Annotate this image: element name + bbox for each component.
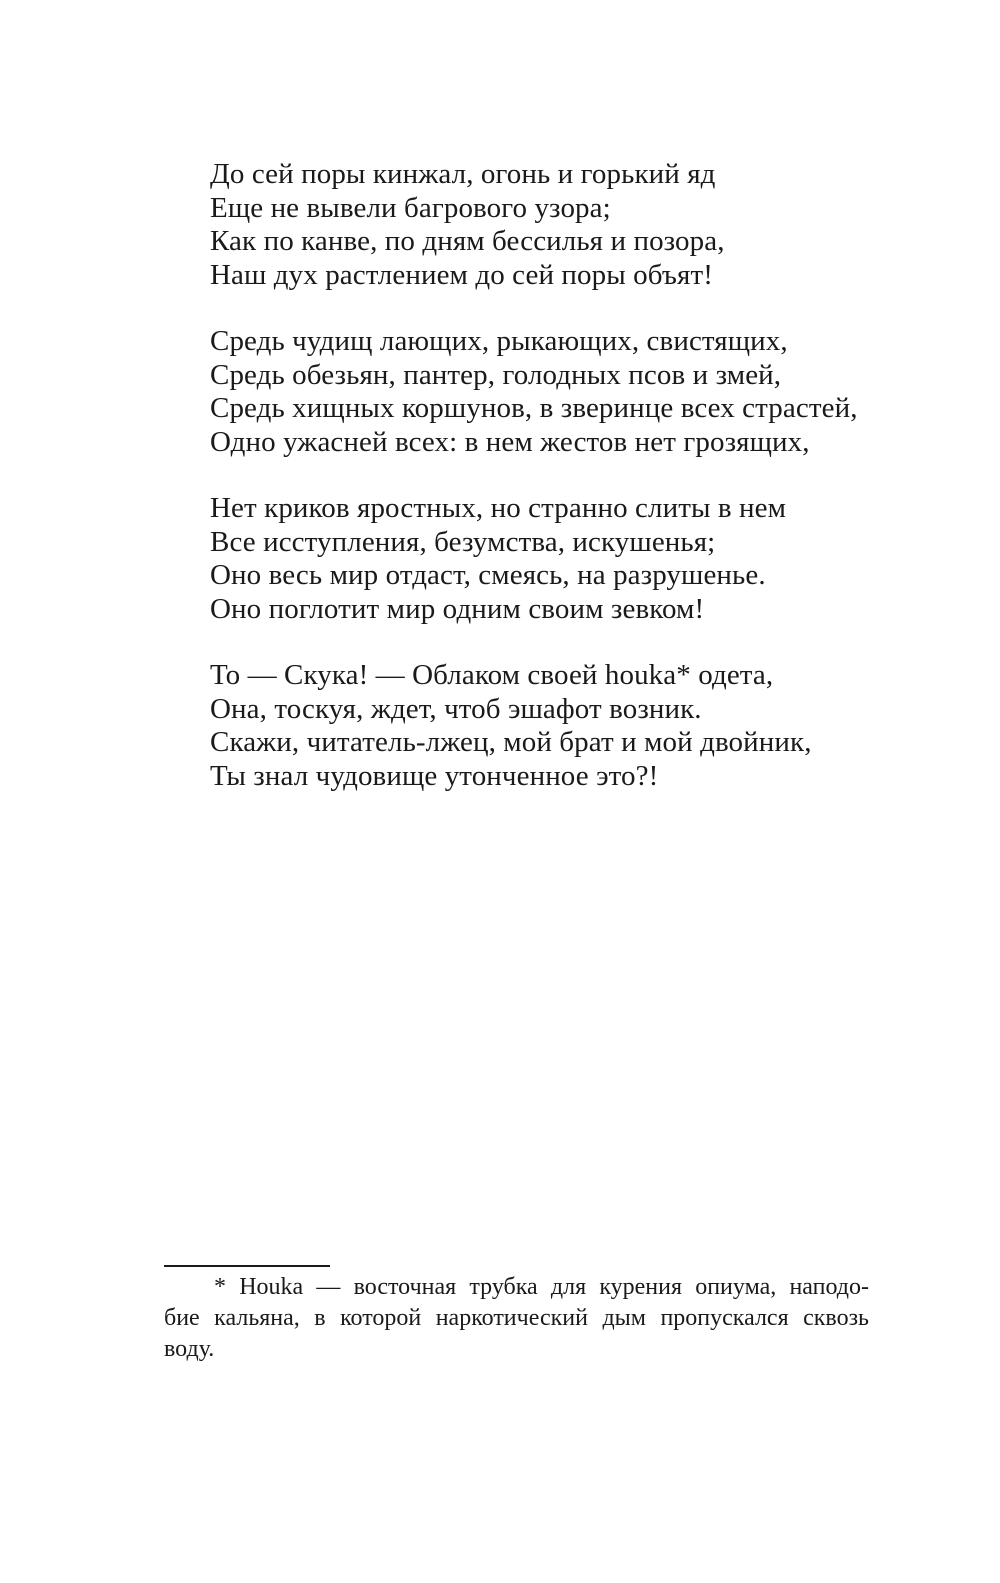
poem-line: Ты знал чудовище утонченное это?!	[210, 759, 659, 792]
stanza-1	[210, 158, 930, 292]
footnote-line: воду.	[164, 1336, 215, 1362]
poem-line: Одно ужасней всех: в нем жестов нет грозящих,	[210, 425, 810, 458]
poem-line: Оно поглотит мир одним своим зевком!	[210, 592, 705, 625]
poem-line: Нет криков яростных, но странно слиты в нем	[210, 492, 787, 524]
stanza-2	[210, 325, 930, 459]
poem-line: Наш дух растлением до сей поры объят!	[210, 258, 713, 291]
poem-line: Все исступления, безумства, искушенья;	[210, 525, 716, 558]
footnote-line: бие кальяна, в которой наркотический дым пропускался сквозь	[164, 1305, 869, 1331]
stanza-4	[210, 659, 930, 793]
footnote-line: * Houka — восточная трубка для курения опиума, наподо-	[214, 1274, 869, 1300]
poem-line: Средь хищных коршунов, в зверинце всех страстей,	[210, 392, 858, 424]
poem-line: Она, тоскуя, ждет, чтоб эшафот возник.	[210, 692, 702, 725]
poem-line: Скажи, читатель-лжец, мой брат и мой двойник,	[210, 726, 812, 758]
poem-line: Средь чудищ лающих, рыкающих, свистящих,	[210, 325, 788, 357]
poem-line: Средь обезьян, пантер, голодных псов и змей,	[210, 358, 782, 391]
poem	[210, 158, 930, 826]
poem-line: Оно весь мир отдаст, смеясь, на разрушенье.	[210, 559, 766, 591]
footnote	[164, 1272, 869, 1365]
poem-line: Еще не вывели багрового узора;	[210, 191, 611, 224]
stanza-3	[210, 492, 930, 626]
poem-line: Как по канве, по дням бессилья и позора,	[210, 225, 725, 257]
footnote-divider	[164, 1265, 330, 1267]
poem-line: То — Скука! — Облаком своей houka* одета,	[210, 659, 774, 691]
poem-line: До сей поры кинжал, огонь и горький яд	[210, 158, 716, 190]
